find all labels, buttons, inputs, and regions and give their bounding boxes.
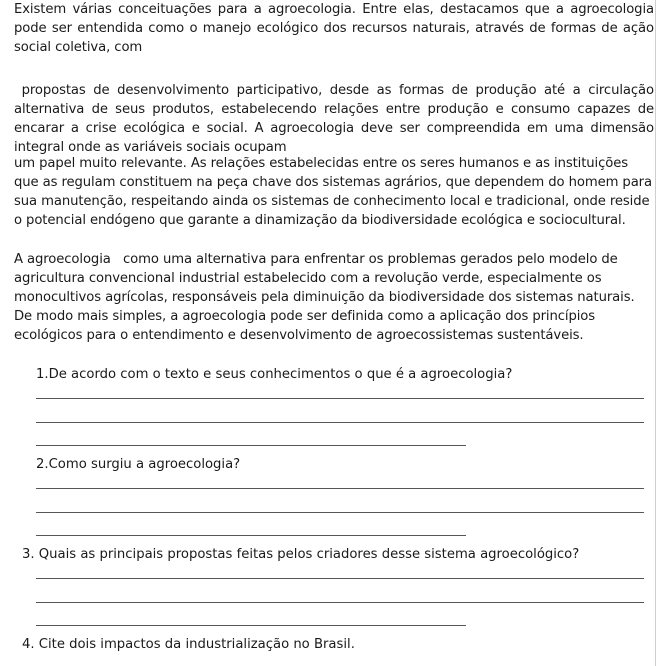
question-4: 4. Cite dois impactos da industrialização no Brasil. bbox=[22, 637, 355, 652]
answer-line-3c[interactable] bbox=[36, 625, 466, 626]
paragraph-social-role: um papel muito relevante. As relações estabelecidas entre os seres humanos e as instituições que as regulam constituem na peça chave dos sistemas agrários, que dependem do homem para sua manutenção, respeitando ainda os sistemas de conhecimento local e tradicional, onde reside o potencial endógeno que garante a dinamização da biodiversidade ecológica e sociocultural. bbox=[14, 156, 652, 228]
answer-line-3a[interactable] bbox=[36, 578, 644, 579]
answer-line-1a[interactable] bbox=[36, 398, 644, 399]
answer-line-1c[interactable] bbox=[36, 445, 466, 446]
answer-line-3b[interactable] bbox=[36, 602, 644, 603]
paragraph-intro: Existem várias conceituações para a agroecologia. Entre elas, destacamos que a agroecologia pode ser entendida como o manejo ecológico dos recursos naturais, através de formas de ação social coletiva, com bbox=[14, 2, 654, 55]
answer-line-2a[interactable] bbox=[36, 488, 644, 489]
question-2: 2.Como surgiu a agroecologia? bbox=[36, 457, 241, 472]
answer-line-2c[interactable] bbox=[36, 535, 466, 536]
answer-line-1b[interactable] bbox=[36, 422, 644, 423]
paragraph-proposals: propostas de desenvolvimento participativo, desde as formas de produção até a circulação alternativa de seus produtos, estabelecendo relações entre produção e consumo capazes de encarar a crise ecológica e social. A agroecologia deve ser compreendida em uma dimensão integral onde as variáveis sociais ocupam bbox=[14, 83, 659, 155]
answer-line-2b[interactable] bbox=[36, 512, 644, 513]
question-3: 3. Quais as principais propostas feitas pelos criadores desse sistema agroecológico? bbox=[22, 547, 580, 562]
question-1: 1.De acordo com o texto e seus conhecimentos o que é a agroecologia? bbox=[36, 367, 513, 382]
paragraph-alternative: A agroecologia como uma alternativa para enfrentar os problemas gerados pelo modelo de agricultura convencional industrial estabelecido com a revolução verde, especialmente os monocultivos agrícolas, responsáveis pela diminuição da biodiversidade dos sistemas naturais. De modo mais simples, a agroecologia pode ser definida como a aplicação dos princípios ecológicos para o entendimento e desenvolvimento de agroecossistemas sustentáveis. bbox=[14, 252, 639, 343]
